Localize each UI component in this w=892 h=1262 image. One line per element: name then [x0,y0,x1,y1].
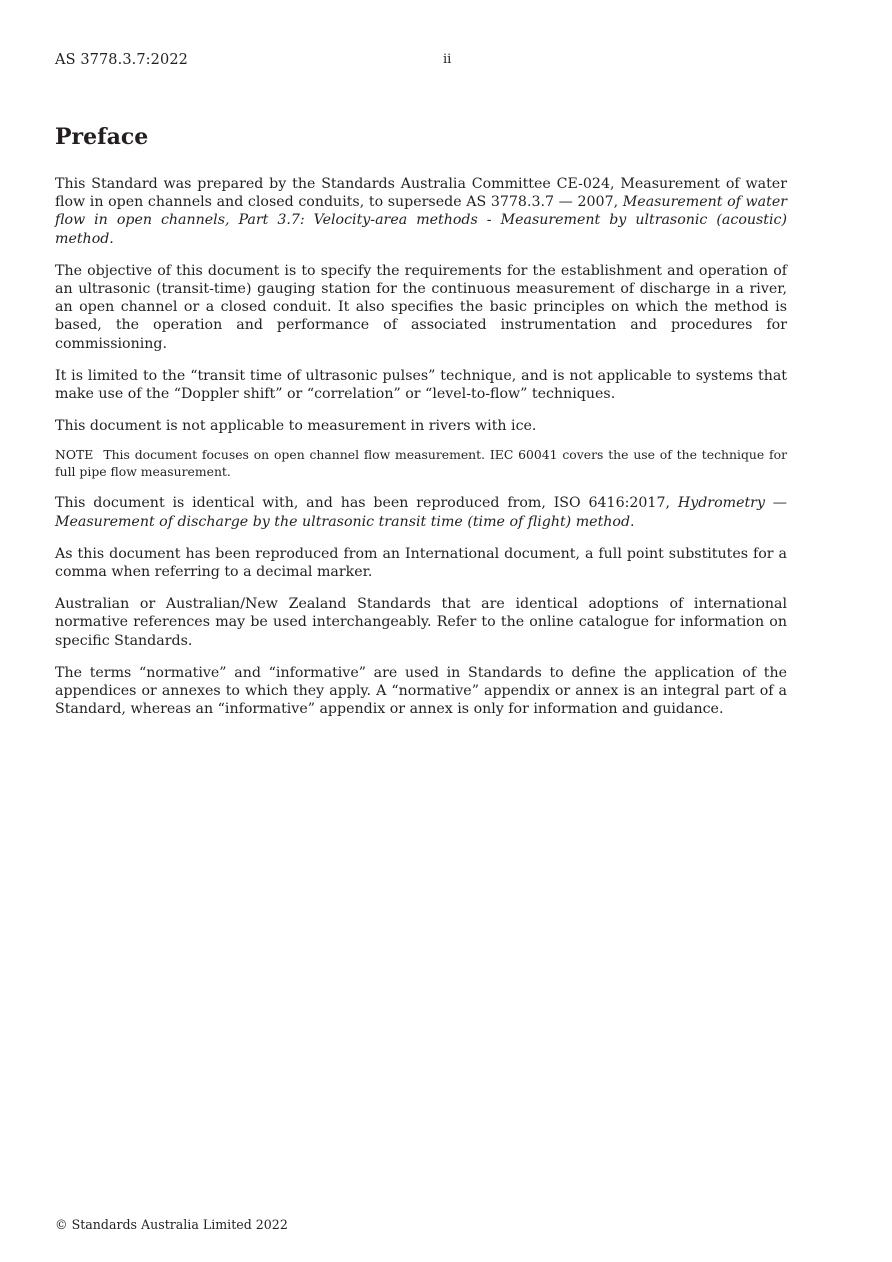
note-text: This document focuses on open channel flow measurement. IEC 60041 covers the use of the technique for full pipe flow measurement. [55,447,787,479]
paragraph-committee [55,175,787,248]
paragraph-limitation: It is limited to the “transit time of ultrasonic pulses” technique, and is not applicable to systems that make use of the “Doppler shift” or “correlation” or “level-to-flow” techniques. [55,367,787,403]
paragraph-decimal-marker: As this document has been reproduced from an International document, a full point substitutes for a comma when referring to a decimal marker. [55,545,787,581]
document-id: AS 3778.3.7:2022 [55,52,188,68]
iso-title: Hydrometry — Measurement of discharge by the ultrasonic transit time (time of flight) method [55,495,787,530]
superseded-title: Measurement of water flow in open channels, Part 3.7: Velocity-area methods - Measurement by ultrasonic (acoustic) method. [55,194,787,247]
note-label: NOTE [55,447,94,463]
paragraph-identical-text: This document is identical with, and has been reproduced from, ISO 6416:2017, [55,495,678,512]
copyright-footer: © Standards Australia Limited 2022 [55,1217,288,1232]
note [55,447,787,480]
paragraph-committee-text: This Standard was prepared by the Standards Australia Committee CE-024, Measurement of water flow in open channels and closed conduits, to supersede AS 3778.3.7 — 2007, [55,176,787,211]
paragraph-objective: The objective of this document is to specify the requirements for the establishment and operation of an ultrasonic (transit-time) gauging station for the continuous measurement of discharge in a river, an open channel or a closed conduit. It also specifies the basic principles on which the method is based, the operation and performance of associated instrumentation and procedures for commissioning. [55,262,787,352]
paragraph-identical [55,494,787,530]
page-title: Preface [55,124,149,150]
preface-body [55,175,787,732]
paragraph-normative: The terms “normative” and “informative” are used in Standards to define the application of the appendices or annexes to which they apply. A “normative” appendix or annex is an integral part of a Standard, whereas an “informative” appendix or annex is only for information and guidance. [55,664,787,718]
paragraph-ice: This document is not applicable to measurement in rivers with ice. [55,418,537,435]
page-number: ii [443,52,452,67]
paragraph-identical-end: . [630,513,635,530]
paragraph-references: Australian or Australian/New Zealand Standards that are identical adoptions of international normative references may be used interchangeably. Refer to the online catalogue for information on specific Standards. [55,596,787,649]
